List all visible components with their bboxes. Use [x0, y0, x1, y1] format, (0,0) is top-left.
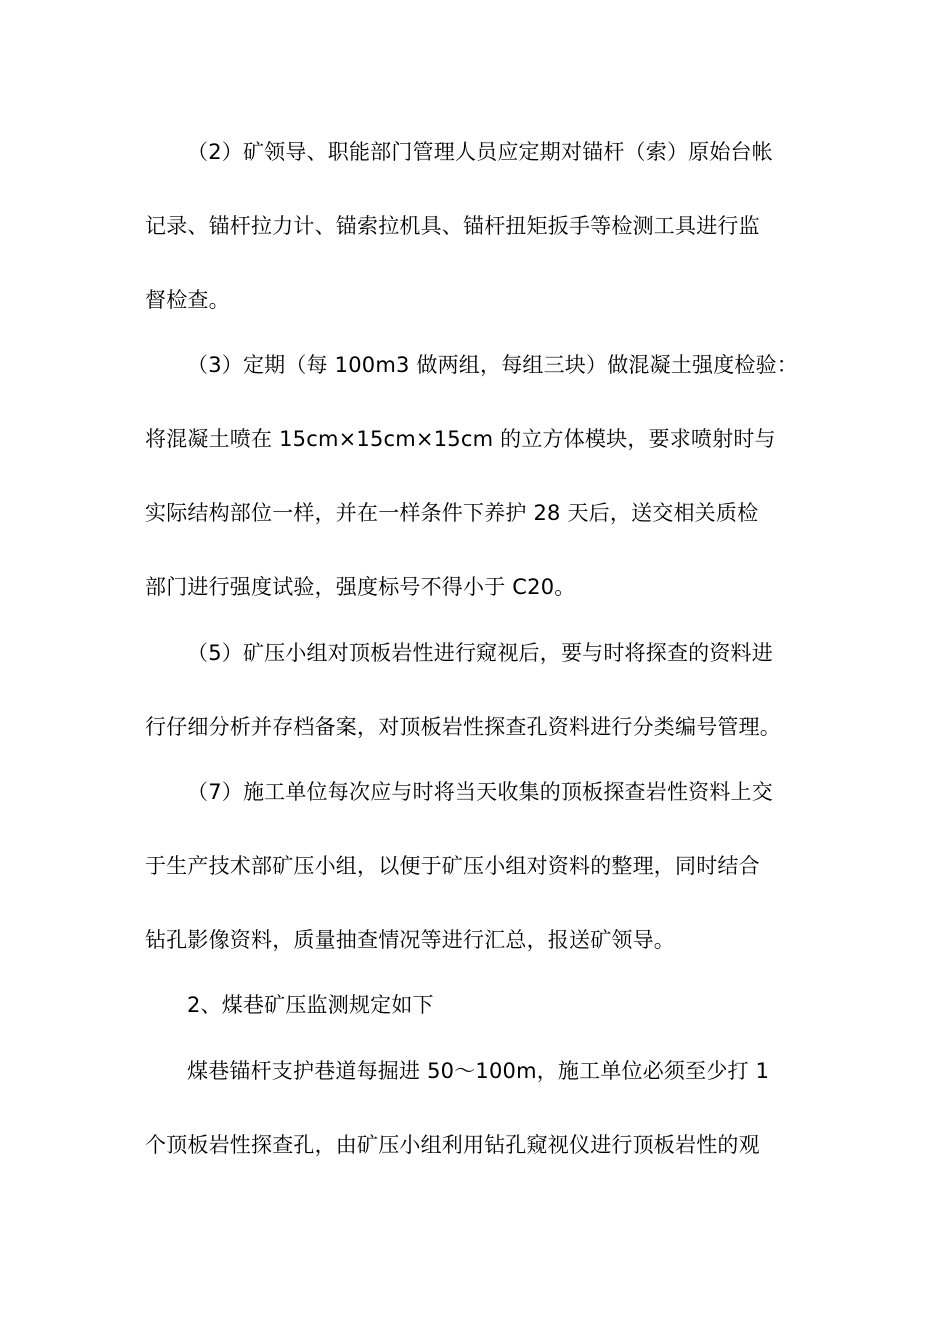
- paragraph-3-line-3: 实际结构部位一样，并在一样条件下养护 28 天后，送交相关质检: [145, 501, 759, 525]
- paragraph-7-line-1: （7）施工单位每次应与时将当天收集的顶板探查岩性资料上交: [187, 780, 773, 804]
- paragraph-3-line-2: 将混凝土喷在 15cm×15cm×15cm 的立方体模块，要求喷射时与: [145, 427, 776, 451]
- paragraph-2-line-3: 督检查。: [145, 288, 230, 312]
- section-2-heading: 2、煤巷矿压监测规定如下: [187, 993, 434, 1017]
- coal-roadway-line-2: 个顶板岩性探查孔，由矿压小组利用钻孔窥视仪进行顶板岩性的观: [145, 1133, 760, 1157]
- paragraph-7-line-3: 钻孔影像资料，质量抽查情况等进行汇总，报送矿领导。: [145, 928, 675, 952]
- paragraph-5-line-2: 行仔细分析并存档备案，对顶板岩性探查孔资料进行分类编号管理。: [145, 715, 781, 739]
- paragraph-2-line-1: （2）矿领导、职能部门管理人员应定期对锚杆（索）原始台帐: [187, 140, 773, 164]
- paragraph-7-line-2: 于生产技术部矿压小组，以便于矿压小组对资料的整理，同时结合: [145, 854, 760, 878]
- paragraph-3-line-1: （3）定期（每 100m3 做两组，每组三块）做混凝土强度检验：: [187, 353, 799, 377]
- paragraph-5-line-1: （5）矿压小组对顶板岩性进行窥视后，要与时将探查的资料进: [187, 641, 773, 665]
- paragraph-3-line-4: 部门进行强度试验，强度标号不得小于 C20。: [145, 575, 576, 599]
- coal-roadway-line-1: 煤巷锚杆支护巷道每掘进 50～100m，施工单位必须至少打 1: [187, 1059, 770, 1083]
- paragraph-2-line-2: 记录、锚杆拉力计、锚索拉机具、锚杆扭矩扳手等检测工具进行监: [145, 214, 760, 238]
